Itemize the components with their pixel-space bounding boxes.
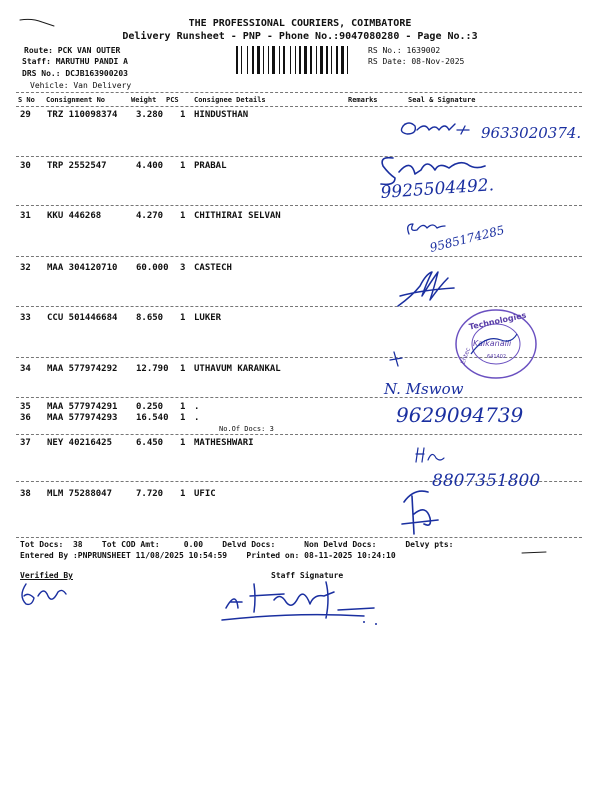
row-consignee: MATHESHWARI [194,438,254,448]
col-pcs: PCS [166,96,179,104]
barcode-bar [347,46,348,74]
row-pcs: 1 [180,489,186,499]
row-sno: 29 [20,110,31,120]
row-sno: 35 [20,402,31,412]
phone-row-30: 9925504492. [379,175,495,203]
barcode-bar [316,46,317,74]
rs-date: RS Date: 08-Nov-2025 [368,57,465,66]
barcode-bar [290,46,291,74]
phone-row-34: 9629094739 [396,403,524,427]
row-weight: 6.450 [136,438,164,448]
barcode [236,46,364,74]
row-weight: 0.250 [136,402,164,412]
rs-number: RS No.: 1639002 [368,46,441,55]
row-consignment: CCU 501446684 [47,313,118,323]
header-bottom-line [16,106,582,107]
barcode-bar [272,46,275,74]
barcode-bar [299,46,301,74]
no-of-docs: No.Of Docs: 3 [219,425,274,433]
col-weight: Weight [131,96,157,104]
header-top-line [16,92,582,93]
row-pcs: 1 [180,211,186,221]
row-consignment: MLM 75288047 [47,489,113,499]
row-pcs: 1 [180,110,186,120]
row-consignment: TRZ 110098374 [47,110,118,120]
row-weight: 3.280 [136,110,164,120]
barcode-bar [263,46,264,74]
row-consignee: . [194,402,200,412]
vehicle-label: Vehicle: Van Delivery [30,81,132,90]
row-sno: 34 [20,364,31,374]
phone-row-37: 8807351800 [432,471,541,491]
barcode-bar [257,46,260,74]
col-consignment: Consignment No [46,96,106,104]
row-weight: 7.720 [136,489,164,499]
dash-mark-icon [520,548,550,558]
row-consignment: NEY 40216425 [47,438,113,448]
row-consignee: LUKER [194,313,222,323]
row-weight: 8.650 [136,313,164,323]
row-consignment: MAA 577974292 [47,364,118,374]
stamp-bottom-text: 641402 [487,354,507,360]
verified-by-label: Verified By [20,571,73,580]
company-title: THE PROFESSIONAL COURIERS, COIMBATORE [188,18,412,29]
drs-label: DRS No.: DCJB163900203 [22,69,128,78]
row-consignee: UFIC [194,489,216,499]
barcode-bar [326,46,328,74]
row-consignment: MAA 304120710 [47,263,118,273]
runsheet-subtitle: Delivery Runsheet - PNP - Phone No.:9047080280 - Page No.:3 [122,31,478,42]
barcode-bar [241,46,242,74]
totals-line: Tot Docs: 38 Tot COD Amt: 0.00 Delvd Docs: Non Delvd Docs: Delvy pts: [20,540,454,549]
phone-row-29: 9633020374. [481,124,582,142]
row-sno: 37 [20,438,31,448]
row-sno: 30 [20,161,31,171]
stamp-top-text: Technologies [468,310,528,332]
row-consignment: MAA 577974291 [47,402,118,412]
row-pcs: 1 [180,364,186,374]
staff-signature [214,574,394,634]
barcode-bar [295,46,296,74]
row-pcs: 3 [180,263,186,273]
name-row-34: N. Mswow [384,380,464,398]
row-pcs: 1 [180,402,186,412]
row-weight: 4.400 [136,161,164,171]
row-consignment: KKU 446268 [47,211,102,221]
barcode-bar [336,46,338,74]
signature-row-34 [380,346,570,428]
row-consignee: . [194,413,200,423]
row-pcs: 1 [180,313,186,323]
table-row [0,263,600,277]
route-label: Route: PCK VAN OUTER [24,46,121,55]
entered-by-line: Entered By :PNPRUNSHEET 11/08/2025 10:54:59 Printed on: 08-11-2025 10:24:10 [20,551,396,560]
col-seal: Seal & Signature [408,96,476,104]
col-consignee: Consignee Details [194,96,266,104]
staff-signature-label: Staff Signature [271,571,344,580]
signature-row-31 [403,214,523,258]
barcode-bar [320,46,323,74]
row-consignee: HINDUSTHAN [194,110,249,120]
corner-mark-icon [18,14,58,34]
barcode-bar [304,46,307,74]
barcode-bar [283,46,285,74]
stamp-left-text: Ehtec [459,346,473,366]
row-consignee: CASTECH [194,263,232,273]
row-divider [16,205,582,206]
row-consignment: TRP 2552547 [47,161,107,171]
col-remarks: Remarks [348,96,378,104]
row-sno: 33 [20,313,31,323]
barcode-bar [341,46,344,74]
row-pcs: 1 [180,438,186,448]
barcode-bar [247,46,248,74]
signature-row-38 [394,484,454,544]
barcode-bar [268,46,269,74]
row-weight: 12.790 [136,364,169,374]
barcode-bar [252,46,254,74]
verified-signature [14,576,74,612]
row-weight: 16.540 [136,413,169,423]
signature-row-29 [395,112,585,152]
row-weight: 60.000 [136,263,169,273]
stamp-center-text: Kalkanalli [473,339,512,348]
barcode-bar [310,46,312,74]
row-pcs: 1 [180,161,186,171]
row-consignee: UTHAVUM KARANKAL [194,364,281,374]
phone-row-31: 9585174285 [428,222,506,255]
barcode-bar [236,46,238,74]
table-bottom-line [16,537,582,538]
row-sno: 36 [20,413,31,423]
row-sno: 32 [20,263,31,273]
row-sno: 31 [20,211,31,221]
row-consignee: CHITHIRAI SELVAN [194,211,281,221]
row-sno: 38 [20,489,31,499]
col-sno: S No [18,96,35,104]
row-consignee: PRABAL [194,161,227,171]
barcode-bar [279,46,280,74]
barcode-bar [331,46,332,74]
row-pcs: 1 [180,413,186,423]
row-consignment: MAA 577974293 [47,413,118,423]
row-divider [16,434,582,435]
signature-row-30 [375,152,585,204]
row-weight: 4.270 [136,211,164,221]
staff-label: Staff: MARUTHU PANDI A [22,57,128,66]
